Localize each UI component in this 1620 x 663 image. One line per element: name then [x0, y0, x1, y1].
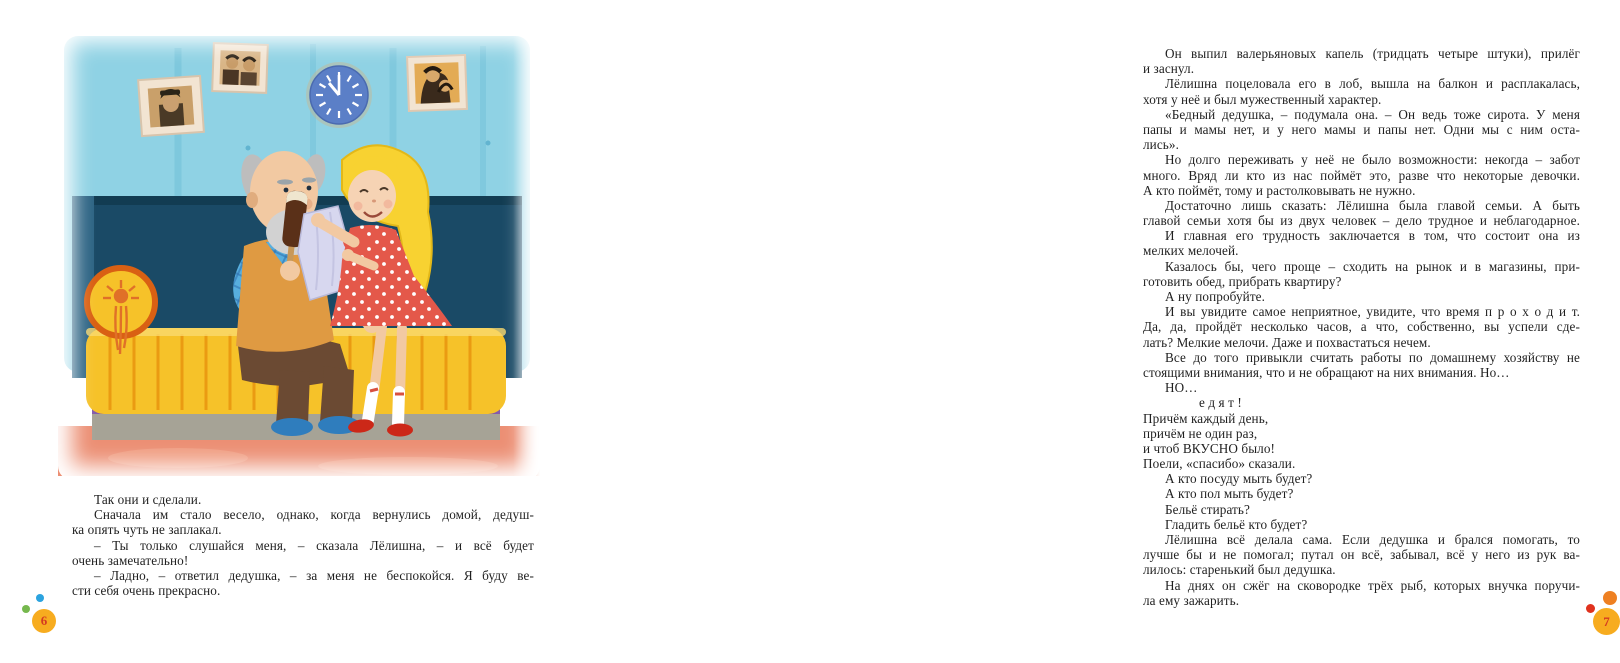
framed-photo-couple — [212, 43, 268, 93]
text-line: стоящими внимания, что и не обращают на них внимания. Но… — [1143, 364, 1510, 380]
framed-photo-military-man — [138, 76, 204, 136]
right-page-text — [1143, 46, 1580, 608]
text-line: А кто пол мыть будет? — [1165, 486, 1294, 502]
text-line: е д я т ! — [1199, 395, 1242, 411]
text-line: мелких мелочей. — [1143, 243, 1239, 259]
text-line: А кто поймёт, тому и растолковывать не нужно. — [1143, 182, 1416, 198]
orange-dot-decoration — [1603, 591, 1617, 605]
text-line: Достаточно лишь сказать: Лёлишна была главой семьи. А быть — [1165, 197, 1580, 213]
text-line: хотя у неё и был мужественный характер. — [1143, 91, 1382, 107]
text-line: причём не один раз, — [1143, 425, 1258, 441]
text-line: И вы увидите самое неприятное, увидите, что время п р о х о д и т. — [1165, 304, 1580, 320]
text-line: и заснул. — [1143, 61, 1195, 77]
red-dot-decoration — [1586, 604, 1595, 613]
text-line: готовить обед, прибрать квартиру? — [1143, 273, 1342, 289]
text-line: сти себя очень прекрасно. — [72, 583, 221, 599]
text-line: Так они и сделали. — [94, 492, 202, 507]
text-line: лись». — [1143, 137, 1179, 153]
text-line: папы и мамы нет, и у него мамы и папы нет. Одни мы с ним оста- — [1143, 121, 1580, 137]
text-line: много. Вряд ли кто из нас поймёт это, разве что некоторые девочки. — [1143, 167, 1580, 183]
page-number-right: 7 — [1603, 613, 1610, 629]
text-line: Лёлишна всё делала сама. Если дедушка и брался помогать, то — [1165, 532, 1580, 547]
text-line: – Ладно, – ответил дедушка, – за меня не беспокойся. Я буду ве- — [94, 567, 534, 583]
text-line: ка опять чуть не заплакал. — [72, 522, 222, 538]
text-line: лать? Мелкие мелочи. Даже и похвастаться нечем. — [1143, 334, 1431, 350]
text-line: Но долго переживать у неё не было возможности: некогда – забот — [1165, 152, 1580, 168]
right-page — [550, 0, 1610, 663]
text-line: Бельё стирать? — [1165, 501, 1250, 517]
text-line: На днях он сжёг на сковородке трёх рыб, которых внучка поручи- — [1165, 577, 1580, 593]
text-line: Поели, «спасибо» сказали. — [1143, 456, 1296, 472]
blue-dot-decoration — [36, 594, 44, 602]
text-line: ла ему зажарить. — [1143, 592, 1240, 608]
left-page — [0, 0, 550, 663]
page-number-left: 6 — [40, 613, 48, 628]
text-line: Все до того привыкли считать работы по домашнему хозяйству не — [1165, 349, 1580, 365]
text-line: очень замечательно! — [72, 552, 189, 568]
text-line: Да, да, пройдёт несколько часов, а что, собственно, вы успели сде- — [1143, 319, 1580, 335]
text-line: Причём каждый день, — [1143, 410, 1269, 426]
text-line: Гладить бельё кто будет? — [1165, 516, 1308, 532]
illustration-svg — [58, 28, 540, 480]
text-line: Он выпил валерьяновых капель (тридцать четыре штуки), прилёг — [1165, 46, 1580, 61]
text-line: лилось: старенький был дедушка. — [1143, 562, 1336, 578]
page-number-badge-right — [1593, 608, 1620, 635]
text-line: Казалось бы, чего проще – сходить на рынок и в магазины, при- — [1165, 258, 1580, 274]
watercolor-fade — [418, 28, 540, 480]
page-number-badge-left — [32, 609, 56, 633]
text-line: главой семьи хотя бы из двух человек – дело трудное и неблагодарное. — [1143, 213, 1580, 229]
text-line: лучше бы и не помогал; путал он всё, забывал, всё у него из рук ва- — [1143, 547, 1580, 563]
text-line: А кто посуду мыть будет? — [1165, 471, 1313, 487]
text-line: А ну попробуйте. — [1165, 289, 1266, 304]
text-line: и чтоб ВКУСНО было! — [1143, 440, 1276, 456]
wall-clock — [306, 62, 372, 128]
text-line: И главная его трудность заключается в том, что состоит она из — [1165, 228, 1580, 244]
green-dot-decoration — [22, 605, 30, 613]
text-line: «Бедный дедушка, – подумала она. – Он ведь тоже сирота. У меня — [1165, 106, 1580, 122]
illustration — [58, 28, 540, 480]
text-line: Лёлишна поцеловала его в лоб, вышла на балкон и расплакалась, — [1165, 76, 1580, 92]
left-page-text — [72, 492, 534, 598]
text-line: Сначала им стало весело, однако, когда вернулись домой, дедуш- — [94, 507, 534, 523]
text-line: НО… — [1165, 380, 1198, 396]
text-line: – Ты только слушайся меня, – сказала Лёлишна, – и всё будет — [94, 537, 534, 553]
